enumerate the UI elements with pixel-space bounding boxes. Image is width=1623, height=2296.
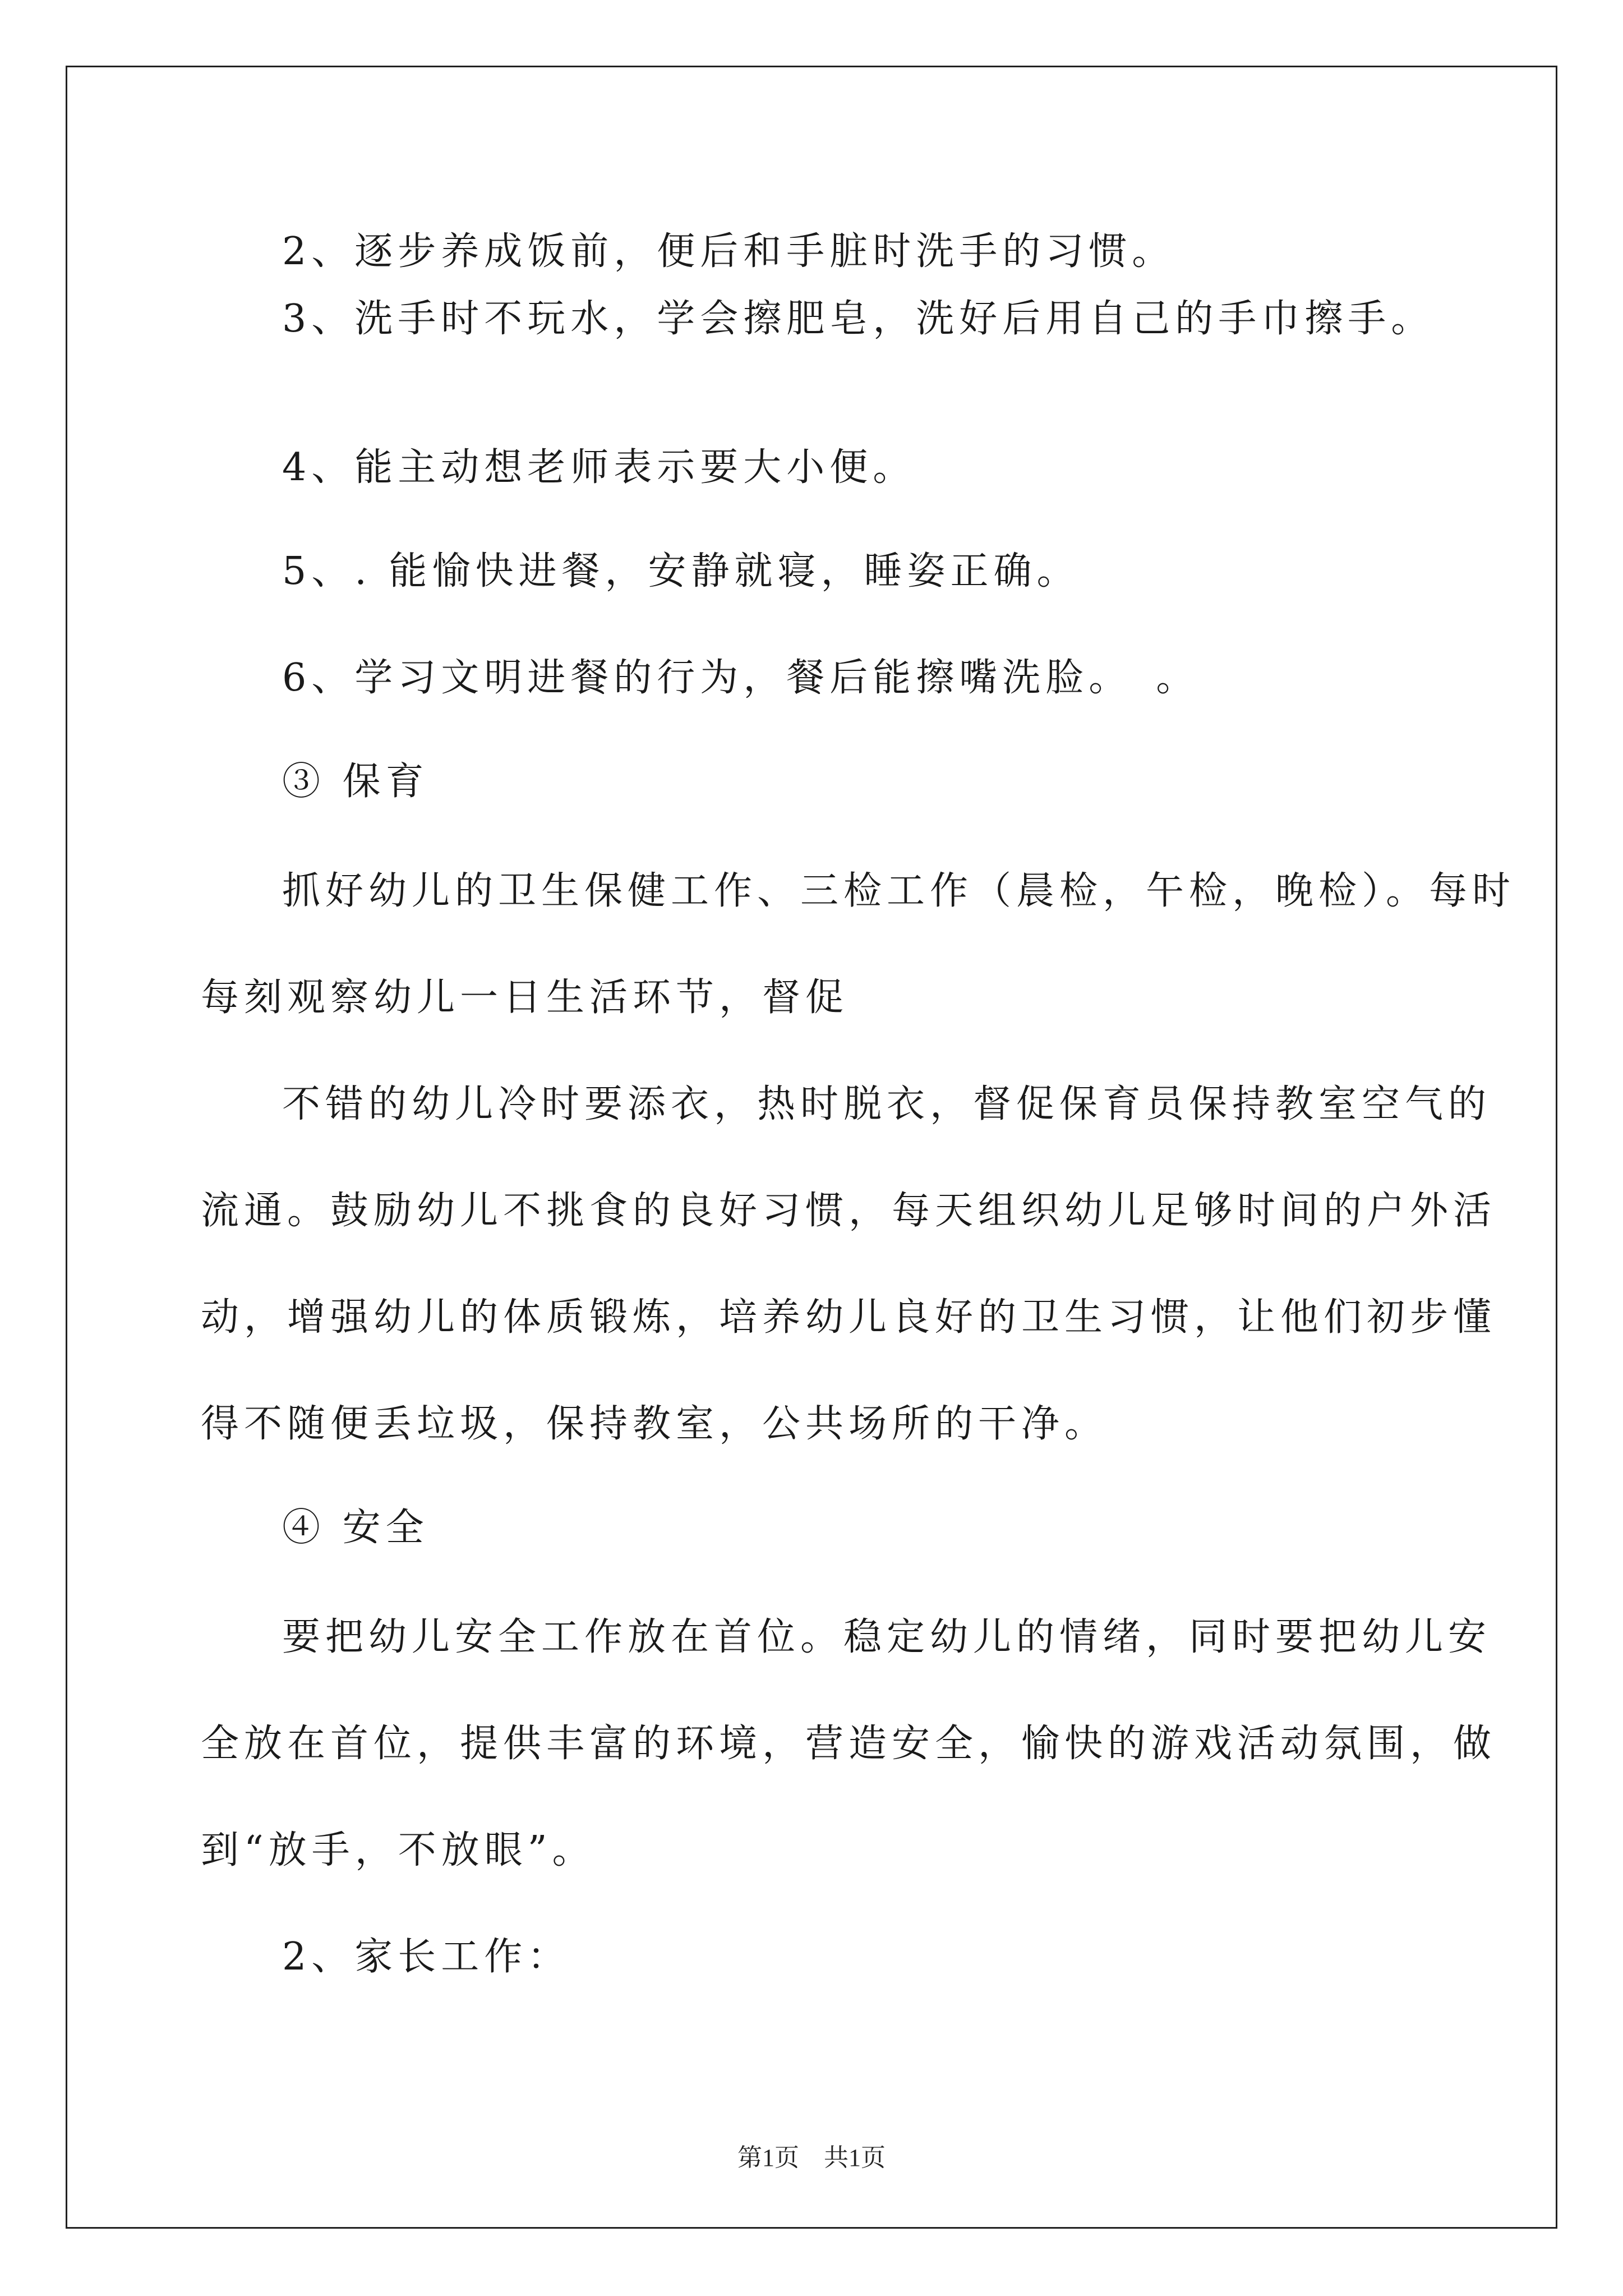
paragraph-line: 要把幼儿安全工作放在首位。稳定幼儿的情绪，同时要把幼儿安 <box>282 1615 1492 1659</box>
page-border <box>66 66 1557 2229</box>
paragraph-line: 抓好幼儿的卫生保健工作、三检工作（晨检，午检，晚检）。每时 <box>282 869 1516 913</box>
paragraph-line: 到“放手，不放眼”。 <box>201 1828 596 1872</box>
paragraph-line: 动，增强幼儿的体质锻炼，培养幼儿良好的卫生习惯，让他们初步懂 <box>201 1295 1497 1340</box>
paragraph-line: 流通。鼓励幼儿不挑食的良好习惯，每天组织幼儿足够时间的户外活 <box>201 1189 1497 1233</box>
paragraph-line: 全放在首位，提供丰富的环境，营造安全，愉快的游戏活动氛围，做 <box>201 1722 1497 1766</box>
list-item-2: 2、逐步养成饭前，便后和手脏时洗手的习惯。 <box>282 229 1175 274</box>
list-item-3: 3、洗手时不玩水，学会擦肥皂，洗好后用自己的手巾擦手。 <box>282 297 1435 341</box>
list-item-6: 6、学习文明进餐的行为，餐后能擦嘴洗脸。 。 <box>282 656 1200 700</box>
paragraph-line: 得不随便丢垃圾，保持教室，公共场所的干净。 <box>201 1402 1108 1446</box>
paragraph-line: 不错的幼儿冷时要添衣，热时脱衣，督促保育员保持教室空气的 <box>282 1082 1492 1126</box>
section-heading-safety: ④ 安全 <box>282 1506 429 1550</box>
section-heading-care: ③ 保育 <box>282 760 429 804</box>
page-footer: 第1页 共1页 <box>737 2144 886 2171</box>
section-heading-parents: 2、家长工作： <box>282 1935 571 1979</box>
list-item-5: 5、. 能愉快进餐，安静就寝，睡姿正确。 <box>282 549 1080 593</box>
paragraph-line: 每刻观察幼儿一日生活环节，督促 <box>201 976 849 1020</box>
list-item-4: 4、能主动想老师表示要大小便。 <box>282 445 916 490</box>
